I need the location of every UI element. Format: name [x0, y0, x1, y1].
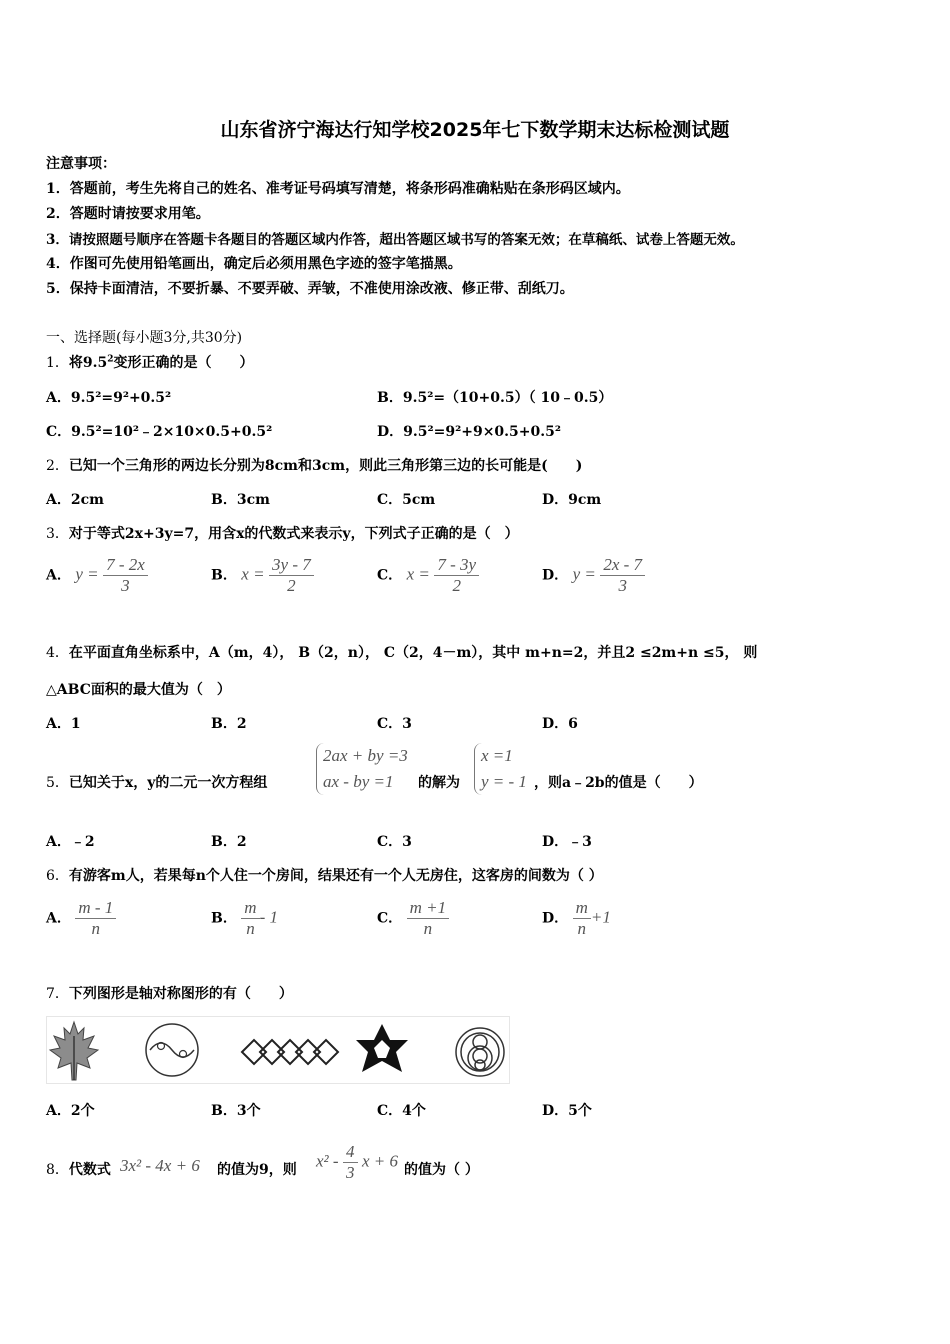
notice-item: 3．请按照题号顺序在答题卡各题目的答题区域内作答，超出答题区域书写的答案无效；在草稿纸、试卷上答题无效。 [46, 232, 744, 248]
option-d: D．9cm [542, 492, 602, 508]
option-d: D．﹣3 [542, 834, 592, 850]
fraction-denominator: 3 [346, 1163, 355, 1182]
stem-text: 已知关于x，y的二元一次方程组 [68, 775, 268, 791]
option-label: A． [46, 910, 71, 927]
fraction-numerator: m [573, 898, 591, 919]
question-8-stem [46, 1159, 111, 1179]
option-a: A．9.5²=9²+0.5² [46, 390, 172, 406]
stem-text: 有游客m人，若果每n个人住一个房间，结果还有一个人无房住，这客房的间数为（ ） [68, 868, 603, 884]
fraction-denominator: n [246, 919, 255, 938]
option-d: D．6 [542, 716, 578, 732]
expression-1: 3x² - 4x + 6 [120, 1156, 200, 1175]
notice-item: 1．答题前，考生先将自己的姓名、准考证号码填写清楚，将条形码准确粘贴在条形码区域内。 [46, 181, 630, 197]
stem-text: 的解为 [418, 775, 460, 791]
option-a [46, 898, 116, 939]
stem-text: 在平面直角坐标系中，A（m，4）， B（2，n）， C（2，4－m），其中 m+n=2，并且2 ≤2m+n ≤5， 则 [68, 645, 758, 661]
fraction [75, 898, 116, 939]
option-b: B．2 [211, 716, 247, 732]
equation-2: ax - by =1 [323, 772, 394, 791]
option-b [211, 898, 278, 939]
solution-x: x =1 [481, 746, 513, 765]
option-label: B． [211, 910, 237, 927]
question-number: 7． [46, 986, 69, 1002]
notice-item: 5．保持卡面清洁，不要折暴、不要弄破、弄皱，不准使用涂改液、修正带、刮纸刀。 [46, 281, 574, 297]
option-c: C．3 [377, 716, 412, 732]
expr-part: x + 6 [361, 1151, 398, 1171]
option-label: D． [542, 567, 569, 584]
solution-y: y = - 1 [481, 772, 527, 791]
math-lhs: y = [572, 564, 596, 584]
stem-text: 的值为（ ） [404, 1162, 479, 1178]
knot-pattern-icon [242, 1040, 338, 1064]
stem-text: 变形正确的是（ ） [113, 355, 254, 371]
question-5-stem [46, 772, 267, 792]
fraction [434, 555, 479, 596]
option-c: C．4个 [377, 1103, 426, 1119]
question-1-stem [46, 352, 254, 372]
question-number: 2． [46, 458, 69, 474]
math-lhs: x = [406, 564, 430, 584]
option-label: D． [542, 910, 569, 927]
concentric-circles-icon [456, 1028, 504, 1076]
question-2-stem [46, 455, 582, 475]
notice-item: 2．答题时请按要求用笔。 [46, 206, 210, 222]
math-lhs: x = [241, 564, 265, 584]
question-number: 6． [46, 868, 69, 884]
option-b: B．2 [211, 834, 247, 850]
stem-text: 将9.5 [68, 355, 108, 371]
option-label: A． [46, 567, 71, 584]
option-a: A．2cm [46, 492, 104, 508]
fraction-numerator: 7 - 2x [103, 555, 148, 576]
question-6-stem [46, 865, 603, 885]
fraction-denominator: 3 [121, 576, 130, 595]
fraction [407, 898, 450, 939]
option-d [542, 898, 611, 939]
option-b [211, 555, 314, 596]
fraction [269, 555, 314, 596]
stem-text: 的值为9，则 [217, 1162, 297, 1178]
option-a: A．1 [46, 716, 81, 732]
stem-text: 代数式 [68, 1162, 111, 1178]
equation-1: 2ax + by =3 [323, 746, 408, 765]
option-d [542, 555, 645, 596]
question-7-stem [46, 983, 293, 1003]
option-c: C．3 [377, 834, 412, 850]
stem-text: ，则a﹣2b的值是（ ） [534, 775, 703, 791]
option-b: B．3cm [211, 492, 270, 508]
option-c [377, 898, 449, 939]
option-a [46, 555, 148, 596]
fraction [600, 555, 645, 596]
equation-system [316, 743, 408, 795]
question-4-stem [46, 642, 757, 662]
fraction-denominator: n [577, 919, 586, 938]
option-c: C．5cm [377, 492, 436, 508]
page-title: 山东省济宁海达行知学校2025年七下数学期末达标检测试题 [220, 119, 730, 141]
question-number: 1． [46, 355, 69, 371]
stem-sup: 2 [107, 354, 114, 365]
math-tail: - 1 [259, 907, 278, 927]
question-number: 8． [46, 1162, 69, 1178]
option-label: C． [377, 567, 403, 584]
figures-strip [46, 1016, 510, 1084]
fraction-numerator: m +1 [407, 898, 450, 919]
option-d: D．9.5²=9²+9×0.5+0.5² [377, 424, 562, 440]
question-number: 4． [46, 645, 69, 661]
option-label: B． [211, 567, 237, 584]
notice-heading: 注意事项： [46, 156, 116, 172]
stem-text: 对于等式2x+3y=7，用含x的代数式来表示y，下列式子正确的是（ ） [68, 526, 519, 542]
math-tail: +1 [590, 907, 611, 927]
yin-yang-icon [146, 1024, 198, 1076]
question-4-stem-cont: △ABC面积的最大值为（ ） [46, 682, 231, 698]
fraction-denominator: 2 [287, 576, 296, 595]
question-number: 5． [46, 775, 69, 791]
math-lhs: y = [75, 564, 99, 584]
fraction [103, 555, 148, 596]
fraction [573, 898, 591, 939]
option-b: B．9.5²=（10+0.5）（ 10﹣0.5） [377, 390, 613, 406]
option-c [377, 555, 479, 596]
fraction-numerator: m [241, 898, 259, 919]
stem-text: 下列图形是轴对称图形的有（ ） [68, 986, 293, 1002]
option-a: A．﹣2 [46, 834, 95, 850]
section-heading: 一、选择题(每小题3分,共30分) [46, 330, 243, 346]
question-number: 3． [46, 526, 69, 542]
option-c: C．9.5²=10²﹣2×10×0.5+0.5² [46, 424, 273, 440]
star-flower-icon [356, 1024, 408, 1072]
fraction-numerator: 2x - 7 [600, 555, 645, 576]
option-a: A．2个 [46, 1103, 95, 1119]
solution-system [474, 743, 527, 795]
fraction-numerator: 4 [343, 1142, 358, 1163]
notice-item: 4．作图可先使用铅笔画出，确定后必须用黑色字迹的签字笔描黑。 [46, 256, 462, 272]
fraction-denominator: 2 [452, 576, 461, 595]
fraction-denominator: 3 [618, 576, 627, 595]
stem-text: 已知一个三角形的两边长分别为8cm和3cm，则此三角形第三边的长可能是( ) [68, 458, 583, 474]
fraction-numerator: 3y - 7 [269, 555, 314, 576]
fraction-denominator: n [423, 919, 433, 938]
fraction-numerator: 7 - 3y [434, 555, 479, 576]
fraction [343, 1142, 358, 1183]
expr-part: x² - [316, 1151, 339, 1171]
question-3-stem [46, 523, 519, 543]
option-label: C． [377, 910, 403, 927]
maple-leaf-icon [50, 1022, 98, 1080]
expression-2 [316, 1142, 398, 1183]
option-b: B．3个 [211, 1103, 261, 1119]
option-d: D．5个 [542, 1103, 592, 1119]
fraction [241, 898, 259, 939]
fraction-numerator: m - 1 [75, 898, 116, 919]
fraction-denominator: n [91, 919, 101, 938]
